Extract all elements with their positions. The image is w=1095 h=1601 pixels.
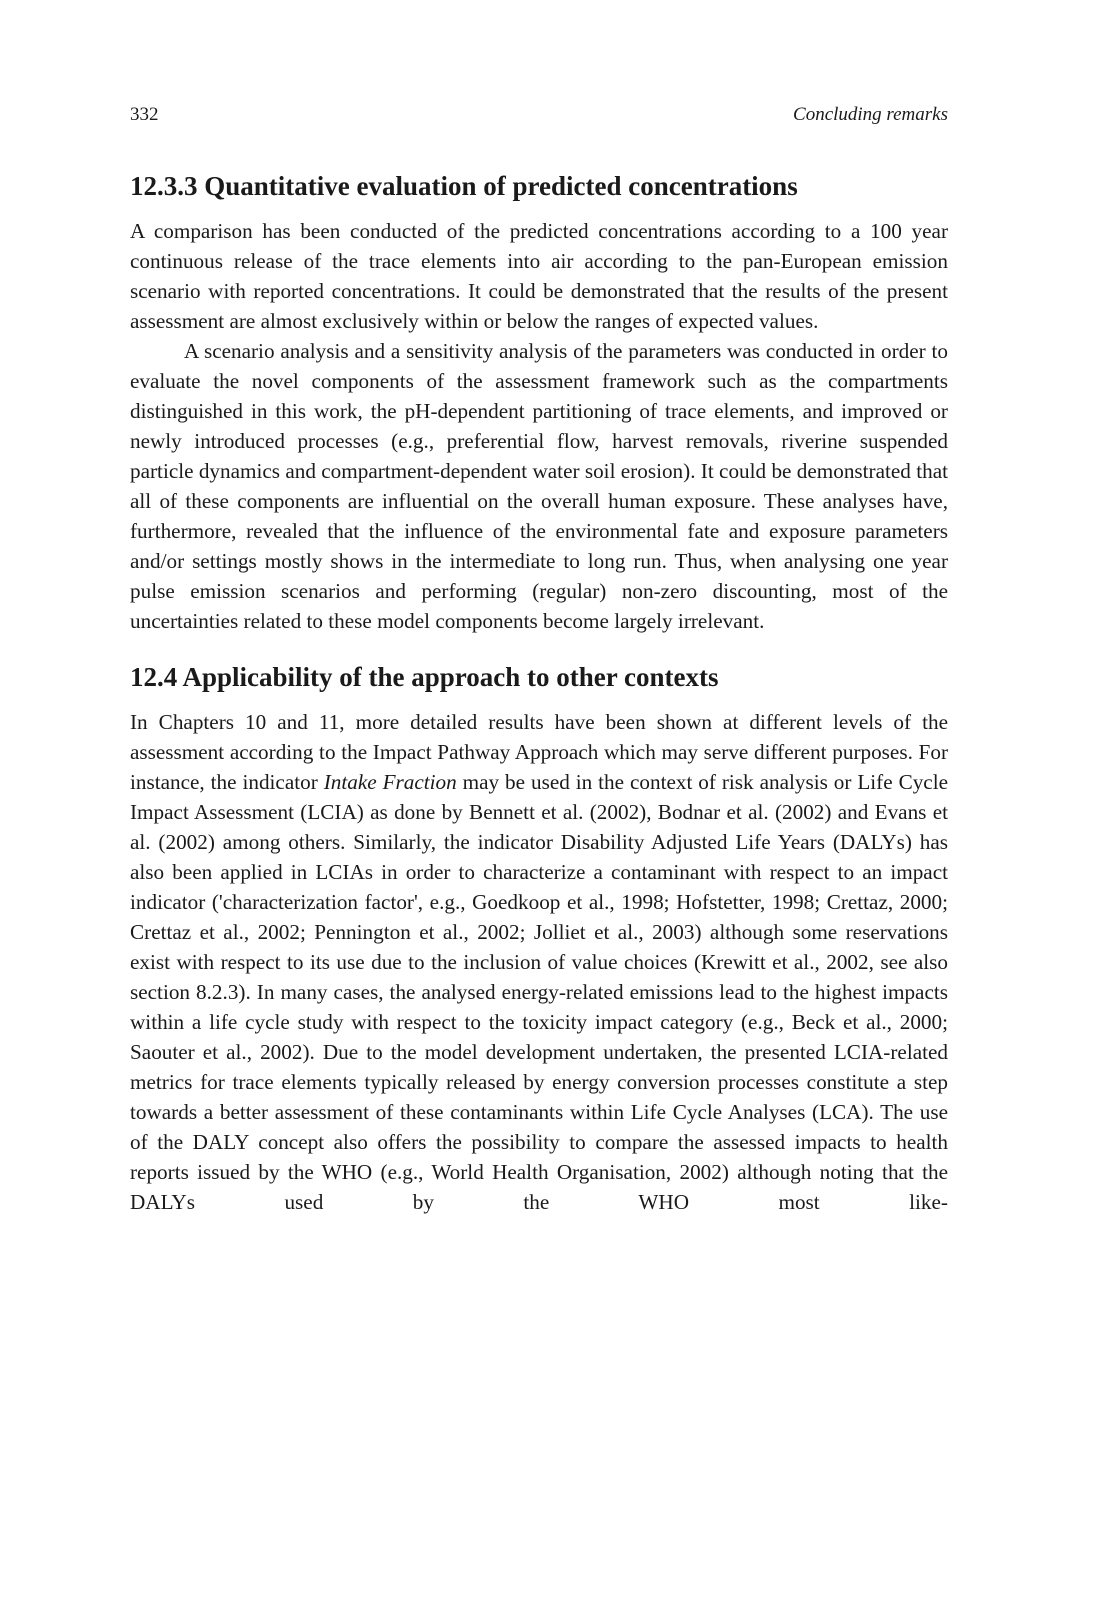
- intake-fraction-term: Intake Fraction: [323, 770, 457, 794]
- section-12-3-3-paragraph-1: A comparison has been conducted of the predicted concentrations according to a 100 year continuous release of the trace elements into air according to the pan-European emission scenario with reported concentrations. It could be demonstrated that the results of the present assessment are almost exclusively within or below the ranges of expected values.: [130, 219, 948, 333]
- section-12-4-paragraph-1: [130, 707, 948, 1217]
- running-title: Concluding remarks: [793, 104, 948, 125]
- section-heading-12-3-3: 12.3.3 Quantitative evaluation of predicted concentrations: [130, 171, 798, 201]
- page-number: 332: [130, 104, 159, 125]
- paragraph-text-part: may be used in the context of risk analysis or Life Cycle Impact Assessment (LCIA) as done by Bennett et al. (2002), Bodnar et al. (2002) and Evans et al. (2002) among others. Similarly, the indicator Disability Adjusted Life Years (DALYs) has also been applied in LCIAs in order to characterize a contaminant with respect to an impact indicator ('characterization factor', e.g., Goedkoop et al., 1998; Hofstetter, 1998; Crettaz, 2000; Crettaz et al., 2002; Pennington et al., 2002; Jolliet et al., 2003) although some reservations exist with respect to its use due to the inclusion of value choices (Krewitt et al., 2002, see also section 8.2.3). In many cases, the analysed energy-related emissions lead to the highest impacts within a life cycle study with respect to the toxicity impact category (e.g., Beck et al., 2000; Saouter et al., 2002). Due to the model development undertaken, the presented LCIA-related metrics for trace elements typically released by energy conversion processes constitute a step towards a better assessment of these contaminants within Life Cycle Analyses (LCA). The use of the DALY concept also offers the possibility to compare the assessed impacts to health reports issued by the WHO (e.g., World Health Organisation, 2002) although noting that the DALYs used by the WHO most like-: [130, 770, 948, 1214]
- section-heading-12-4: 12.4 Applicability of the approach to other contexts: [130, 662, 719, 692]
- running-header: [130, 104, 948, 134]
- paragraph-text-part: In Chapters 10 and 11, more detailed results have been shown at different levels of the assessment according to the Impact Pathway Approach which may serve different purposes. For instance, the indicator: [130, 710, 948, 794]
- book-page: [130, 104, 948, 1217]
- section-12-3-3-paragraph-2: A scenario analysis and a sensitivity analysis of the parameters was conducted in order to evaluate the novel components of the assessment framework such as the compartments distinguished in this work, the pH-dependent partitioning of trace elements, and improved or newly introduced processes (e.g., preferential flow, harvest removals, riverine suspended particle dynamics and compartment-dependent water soil erosion). It could be demonstrated that all of these components are influential on the overall human exposure. These analyses have, furthermore, revealed that the influence of the environmental fate and exposure parameters and/or settings mostly shows in the intermediate to long run. Thus, when analysing one year pulse emission scenarios and performing (regular) non-zero discounting, most of the uncertainties related to these model components become largely irrelevant.: [130, 339, 948, 633]
